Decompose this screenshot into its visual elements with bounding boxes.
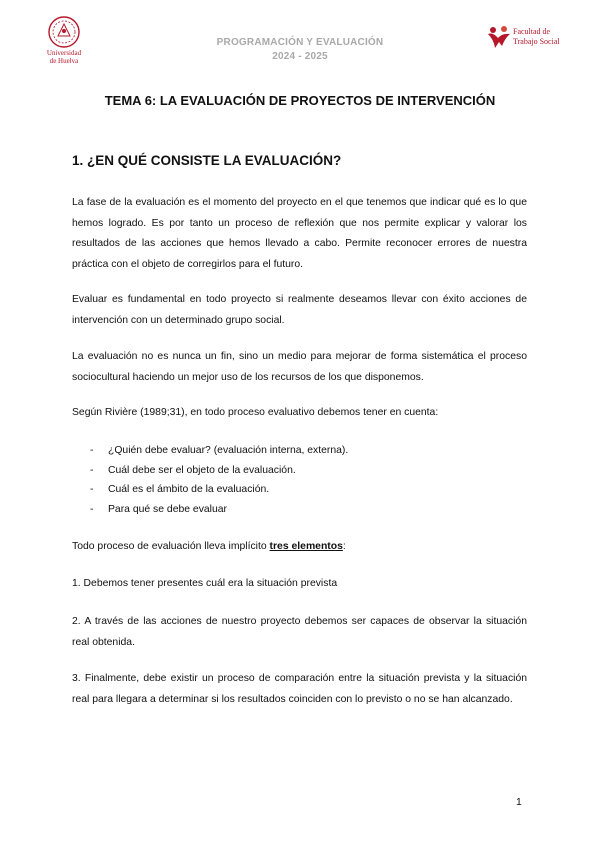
paragraph-three-elements	[72, 537, 527, 558]
paragraph-element-1: 1. Debemos tener presentes cuál era la situación prevista	[72, 578, 338, 589]
svg-text:de Huelva: de Huelva	[49, 57, 79, 65]
evaluation-questions-list	[90, 441, 490, 520]
university-logo	[38, 12, 90, 68]
three-elements-colon: :	[342, 541, 346, 552]
paragraph-element-3: 3. Finalmente, debe existir un proceso de comparación entre la situación prevista y la situación real para llegara a determinar si los resultados coinciden con lo previsto o no se han alcanzado.	[72, 673, 527, 705]
section-heading: 1. ¿EN QUÉ CONSISTE LA EVALUACIÓN?	[72, 153, 342, 168]
university-seal-icon	[38, 12, 90, 68]
faculty-logo-line2: Trabajo Social	[513, 37, 560, 46]
three-elements-emphasis: tres elementos	[269, 541, 343, 552]
paragraph-riviere: Según Rivière (1989;31), en todo proceso evaluativo debemos tener en cuenta:	[72, 407, 439, 418]
faculty-figures-icon	[486, 24, 512, 52]
list-item: - ¿Quién debe evaluar? (evaluación interna, externa).	[90, 441, 490, 461]
document-title: TEMA 6: LA EVALUACIÓN DE PROYECTOS DE INTERVENCIÓN	[104, 93, 496, 108]
faculty-logo-line1: Facultad de	[513, 27, 551, 36]
list-item: - Cuál es el ámbito de la evaluación.	[90, 480, 490, 500]
page-number: 1	[516, 797, 522, 808]
paragraph-importance: Evaluar es fundamental en todo proyecto si realmente deseamos llevar con éxito acciones de intervención con un determinado grupo social.	[72, 294, 527, 326]
three-elements-intro: Todo proceso de evaluación lleva implícito	[72, 541, 270, 552]
header-title: PROGRAMACIÓN Y EVALUACIÓN	[216, 37, 384, 48]
faculty-logo	[486, 24, 578, 52]
svg-text:Universidad: Universidad	[46, 49, 82, 57]
paragraph-purpose: La evaluación no es nunca un fin, sino un medio para mejorar de forma sistemática el proceso sociocultural haciendo un mejor uso de los recursos de los que disponemos.	[72, 351, 527, 383]
paragraph-element-2: 2. A través de las acciones de nuestro proyecto debemos ser capaces de observar la situación real obtenida.	[72, 616, 527, 648]
list-item: - Para qué se debe evaluar	[90, 500, 490, 520]
header-year: 2024 - 2025	[272, 51, 328, 62]
running-header	[150, 36, 450, 64]
list-item: - Cuál debe ser el objeto de la evaluación.	[90, 461, 490, 481]
paragraph-definition: La fase de la evaluación es el momento del proyecto en el que tenemos que indicar qué es lo que hemos logrado. Es por tanto un proceso de reflexión que nos permite explicar y valorar los resultados de las acciones que hemos llevado a cabo. Permite reconocer errores de nuestra práctica con el objeto de corregirlos para el futuro.	[72, 197, 527, 270]
